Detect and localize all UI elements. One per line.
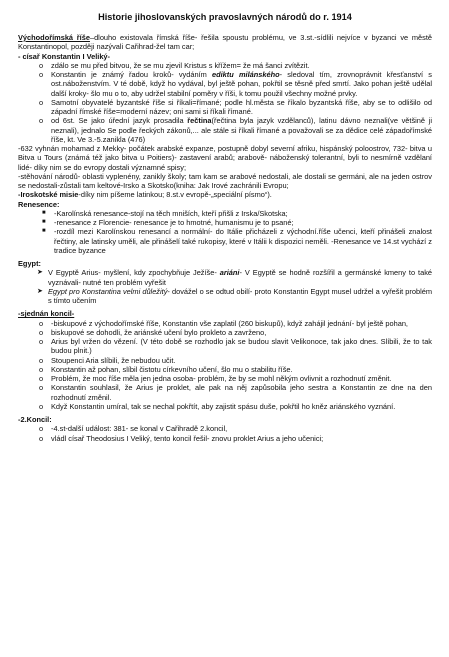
document-title: Historie jihoslovanských pravoslavných národů do r. 1914 — [98, 12, 352, 22]
snem-heading: -sjednán koncil- — [18, 309, 75, 319]
circle-bullet-icon: o — [39, 433, 44, 443]
circle-bullet-icon: o — [39, 70, 44, 79]
renesance-list — [18, 209, 432, 255]
paragraph-stehovani: -stěhování národů- oblasti vyplenény, zanikly školy; tam kam se arabové nedostali, ale dostali se germáni, ale na jeden ostrov se nedostali-zůstali tam keltové-Irsko a Skotsko(kniha: Jak Irové zachránili Evropu; — [18, 171, 432, 190]
paragraph-mise: -Iroskotské misie-díky nim píšeme latinkou; 8.st.v evropě-„speciální písmo“). — [18, 190, 272, 200]
list-item: o Konstantin až pohan, slíbil čistotu církevního učení, šlo mu o stabilitu říše. — [39, 364, 293, 374]
arrow-bullet-icon: ➤ — [37, 269, 43, 277]
list-item: o biskupové se dohodli, že ariánské učení bylo prokleto a zavrženo, — [39, 327, 267, 337]
circle-bullet-icon: o — [39, 383, 44, 393]
list-item: o Konstantin je známý řadou kroků- vydáním ediktu milánského- sledoval tím, zrovnoprávnit křesťanství s ost.náboženstvím. V té době, když ho vydával, byl ještě pohan, pokřtil se těsně před smrtí. Jako pohan ještě udělal další kroky- šlo mu o to, aby udržel stabilní poměry v říši, k tomu použil všechny možné prvky. — [39, 70, 432, 98]
circle-bullet-icon: o — [39, 60, 44, 70]
list-item: o Problém, že moc říše měla jen jedna osoba- problém, že by se mohl někým ovlivnit a rozhodnutí změnit. — [39, 374, 392, 383]
list-item: o Když Konstantin umíral, tak se nechal pokřtít, aby zajistit spásu duše, pokřtil ho kněz ariánského vyznání. — [39, 401, 396, 411]
intro-text: –dlouho existovala římská říše- řešila spoustu problému, ve 3.st.-sídlili nejvíce v byzanci ve městě Konstantinopol, později nazývali Cařihrad-žel tam car; — [18, 33, 432, 52]
snem-list — [18, 319, 432, 412]
ariani-term: ariáni — [219, 268, 240, 278]
circle-bullet-icon: o — [39, 401, 44, 411]
arrow-bullet-icon: ➤ — [37, 287, 43, 295]
list-item: o zdálo se mu před bitvou, že se mu zjevil Kristus s křížem= že má šanci zvítězit. — [39, 60, 310, 70]
list-item: ➤ V Egyptě Arius- myšlení, kdy zpochybňuje Ježíše- ariáni- V Egyptě se hodně rozšířil a germánské kmeny to také vyznávali- nutné ten problém vyřešit — [37, 268, 432, 287]
paragraph-632: -632 vyhnán mohamad z Mekky- počátek arabské expanze, postupně dobyl severní afriku, hispánský poloostrov, 732- bitva u Bitva u Tours (známá též jako bitva u Poitiers)- zastavení arabů; arabově- náboženský tolerantní, byli to nesmírně vzdělaní lidé- díky nim se do evropy dostali významné spisy; — [18, 144, 432, 172]
square-bullet-icon: ■ — [42, 209, 46, 216]
egypt-heading: Egypt: — [18, 259, 41, 268]
konstantin-list — [18, 61, 432, 144]
list-item: o Stoupenci Aria slíbili, že nebudou učit. — [39, 355, 176, 365]
list-item: o Arius byl vržen do vězení. (V této době se rozhodlo jak se budou slavit Velikonoce, tak jako dnes. Slíbili, že to tak budou plnit.) — [39, 337, 432, 356]
square-bullet-icon: ■ — [42, 228, 46, 235]
list-item: o vládl císař Theodosius I Veliký, tento koncil řešil- znovu proklet Arius a jeho učenici; — [39, 433, 324, 443]
document-page — [18, 12, 432, 443]
mise-heading: -Iroskotské misie — [18, 190, 79, 200]
edikt-term: ediktu milánského — [211, 70, 280, 79]
circle-bullet-icon: o — [39, 364, 44, 374]
konstantin-heading: - císař Konstantin I Veliký- — [18, 51, 110, 61]
square-bullet-icon: ■ — [42, 219, 46, 225]
list-item: ■ -Karolínská renesance-stojí na těch mniších, kteří přišli z Irska/Skotska; — [42, 208, 288, 218]
list-item: o Samotní obyvatelé byzantské říše si říkali=římané; podle hl.města se říkalo byzantská říše, aby se to odlišilo od západní římské říše=moderní název; oni sami si říkali římané. — [39, 97, 432, 116]
list-item: ■ -renesance z Florencie- renesance je to hmotné, humanismu je to psané; — [42, 218, 294, 227]
circle-bullet-icon: o — [39, 116, 44, 126]
circle-bullet-icon: o — [39, 327, 44, 337]
list-item: o Konstantin souhlasil, že Arius je proklet, ale pak na něj zapůsobila jeho sestra a Konstantin ze dne na den rozhodnutí změnil. — [39, 383, 432, 402]
koncil2-list — [18, 424, 432, 443]
circle-bullet-icon: o — [39, 97, 44, 107]
circle-bullet-icon: o — [39, 374, 44, 383]
list-item: o od 6st. Se jako úřední jazyk prosadila řečtina(řečtina byla jazyk vzdělanců), latinu dávno neznali(ve většině ji neznali), jednalo Se podle řeckých zákonů,... ale stále si říkali římané a považovali se za dědice celé západořímské říše, kt. Ve 3.-5.zanikla (476) — [39, 116, 432, 144]
list-item: ➤ Egypt pro Konstantina velmi důležitý- dovážel o se odtud obilí- proto Konstantin Egypt musel udržel a vyřešit problém s tímto učením — [37, 286, 432, 305]
rectina-term: řečtina — [187, 116, 212, 126]
renesance-heading: Renesence: — [18, 199, 60, 209]
list-item: o -4.st-další událost: 381- se konal v Cařihradě 2.koncil, — [39, 424, 228, 434]
intro-paragraph — [18, 33, 432, 52]
circle-bullet-icon: o — [39, 337, 44, 346]
list-item: o -biskupové z východořímské říše, Konstantin vše zaplatil (260 biskupů), když zahájil jednání- byl ještě pohan, — [39, 318, 408, 328]
circle-bullet-icon: o — [39, 355, 44, 365]
intro-heading: Východořímská říše — [18, 33, 90, 42]
list-item: ■ -rozdíl mezi Karolínskou renesancí a normální- do Itálie přicházeli z východní.říše učenci, kteří přinášeli znalost řečtiny, ale latinsky uměli, ale přinášelí také rukopisy, které v Itálii k dispozici neměli. -Renesance ve 14.st vychází z tradice byzance — [42, 227, 432, 255]
circle-bullet-icon: o — [39, 318, 44, 328]
circle-bullet-icon: o — [39, 424, 44, 434]
egypt-list — [18, 268, 432, 305]
koncil2-heading: -2.Koncil: — [18, 415, 52, 424]
